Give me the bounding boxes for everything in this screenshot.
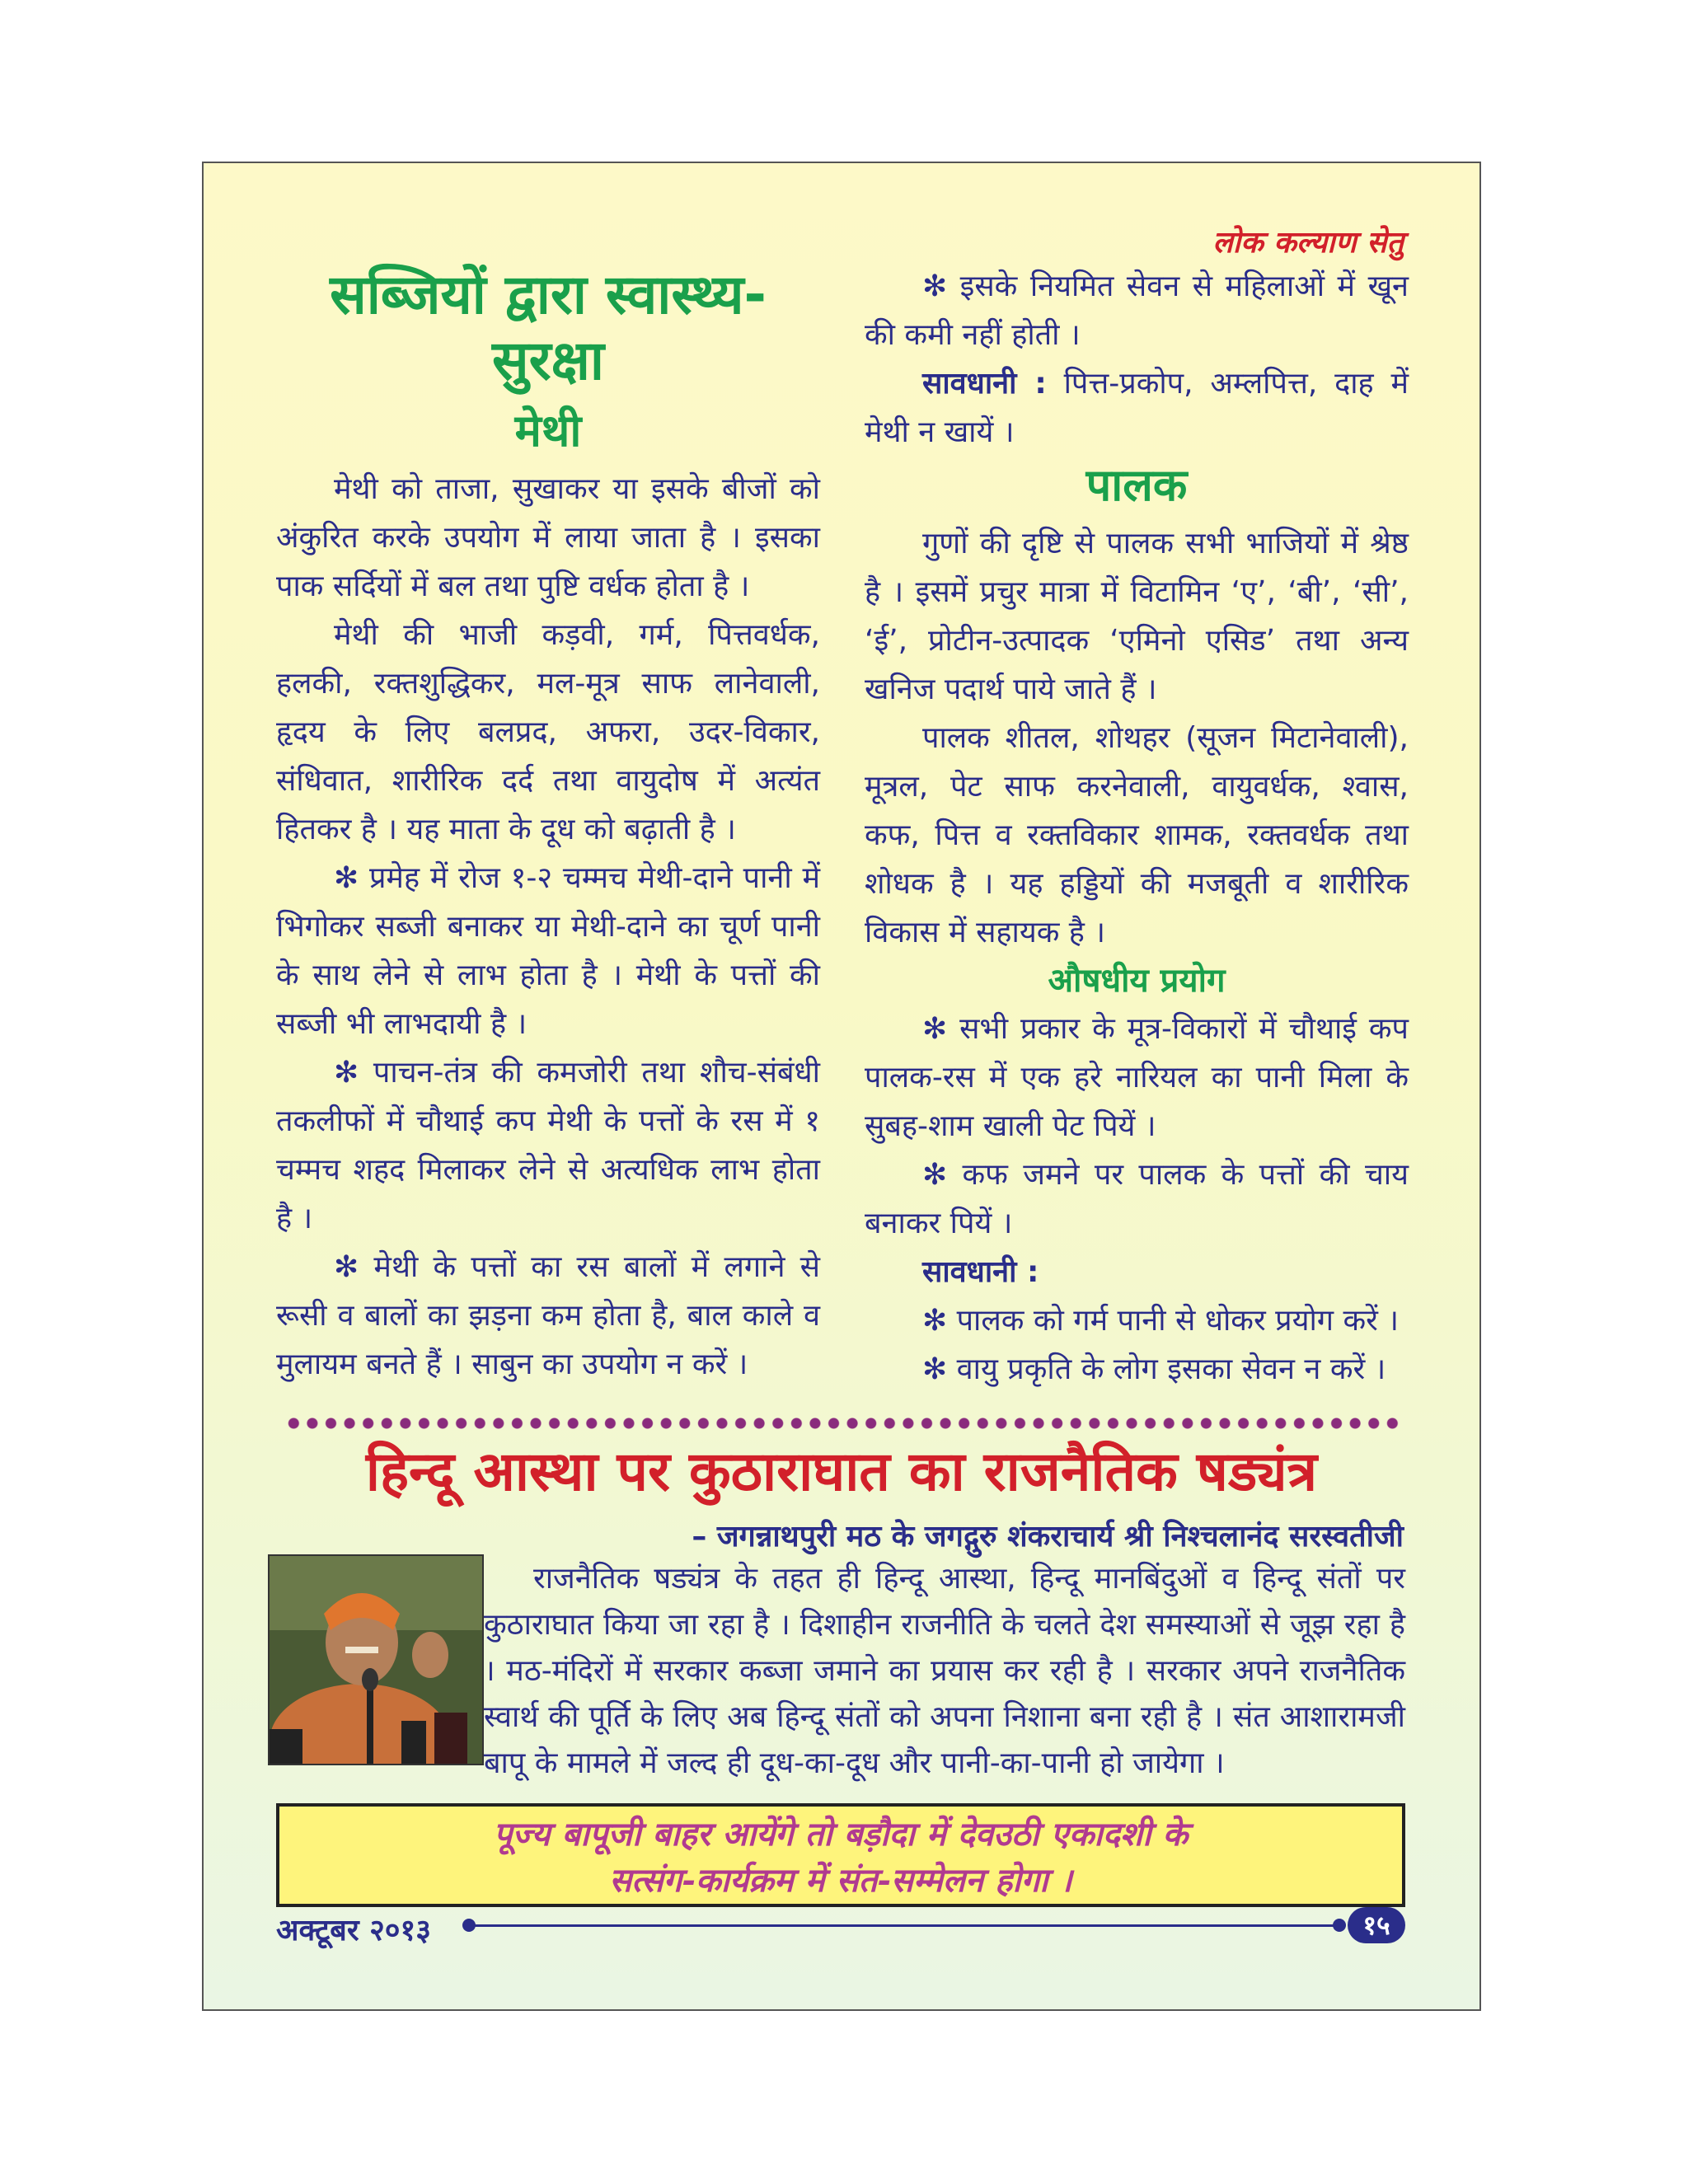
bullet-item: ✻ पाचन-तंत्र की कमजोरी तथा शौच-संबंधी तकलीफों में चौथाई कप मेथी के पत्तों के रस में १ चम्मच शहद मिलाकर लेने से अत्यधिक लाभ होता है । <box>276 1056 821 1235</box>
bullet-item: ✻ इसके नियमित सेवन से महिलाओं में खून की कमी नहीं होती । <box>865 269 1409 352</box>
issue-date: अक्टूबर २०१३ <box>276 1914 431 1947</box>
footer-rule <box>472 1924 1338 1927</box>
page-footer <box>276 1909 1405 1947</box>
footer-dot-icon <box>1333 1919 1346 1932</box>
article-byline: – जगन्नाथपुरी मठ के जगद्गुरु शंकराचार्य श्री निश्चलानंद सरस्वतीजी <box>692 1520 1404 1554</box>
caution-line: सावधानी : पित्त-प्रकोप, अम्लपित्त, दाह में मेथी न खायें । <box>865 367 1409 449</box>
paragraph: मेथी को ताजा, सुखाकर या इसके बीजों को अंकुरित करके उपयोग में लाया जाता है । इसका पाक सर्दियों में बल तथा पुष्टि वर्धक होता है । <box>276 472 820 603</box>
star-bullet-icon: ✻ <box>334 861 369 895</box>
caution-label: सावधानी : <box>922 1255 1039 1289</box>
star-bullet-icon: ✻ <box>922 1304 957 1338</box>
paragraph: गुणों की दृष्टि से पालक सभी भाजियों में श्रेष्ठ है । इसमें प्रचुर मात्रा में विटामिन ‘ए’, ‘बी’, ‘सी’, ‘ई’, प्रोटीन-उत्पादक ‘एमिनो एसिड’ तथा अन्य खनिज पदार्थ पाये जाते हैं । <box>865 527 1409 706</box>
right-column <box>865 246 1409 1394</box>
article-body <box>268 1556 1405 1787</box>
article-text: राजनैतिक षड्यंत्र के तहत ही हिन्दू आस्था, हिन्दू मानबिंदुओं व हिन्दू संतों पर कुठाराघात किया जा रहा है । दिशाहीन राजनीति के चलते देश समस्याओं से जूझ रहा है । मठ-मंदिरों में सरकार कब्जा जमाने का प्रयास कर रही है । सरकार अपने राजनैतिक स्वार्थ की पूर्ति के लिए अब हिन्दू संतों को अपना निशाना बना रही है । संत आशारामजी बापू के मामले में जल्द ही दूध-का-दूध और पानी-का-पानी हो जायेगा । <box>484 1562 1405 1780</box>
notice-line: सत्संग-कार्यक्रम में संत-सम्मेलन होगा । <box>609 1861 1072 1900</box>
paragraph: मेथी की भाजी कड़वी, गर्म, पित्तवर्धक, हलकी, रक्तशुद्धिकर, मल-मूत्र साफ लानेवाली, हृदय के लिए बलप्रद, अफरा, उदर-विकार, संधिवात, शारीरिक दर्द तथा वायुदोष में अत्यंत हितकर है । यह माता के दूध को बढ़ाती है । <box>276 618 820 846</box>
star-bullet-icon: ✻ <box>922 1158 963 1192</box>
subsection-heading: औषधीय प्रयोग <box>1048 962 1226 1000</box>
bullet-item: ✻ मेथी के पत्तों का रस बालों में लगाने से रूसी व बालों का झड़ना कम होता है, बाल काले व मुलायम बनते हैं । साबुन का उपयोग न करें । <box>276 1250 821 1381</box>
dotted-divider <box>284 1416 1405 1431</box>
news-article-title: हिन्दू आस्था पर कुठाराघात का राजनैतिक षड्यंत्र <box>365 1440 1318 1503</box>
article-main-title: सब्जियों द्वारा स्वास्थ्य-सुरक्षा <box>330 263 767 392</box>
star-bullet-icon: ✻ <box>922 1352 957 1386</box>
caution-label: सावधानी : <box>922 367 1047 401</box>
page-number-badge: १५ <box>1348 1907 1405 1943</box>
left-column <box>276 262 820 1389</box>
bullet-item: ✻ सभी प्रकार के मूत्र-विकारों में चौथाई कप पालक-रस में एक हरे नारियल का पानी मिला के सुबह-शाम खाली पेट पियें । <box>865 1012 1409 1143</box>
bullet-item: ✻ वायु प्रकृति के लोग इसका सेवन न करें । <box>922 1352 1386 1386</box>
star-bullet-icon: ✻ <box>334 1056 373 1090</box>
star-bullet-icon: ✻ <box>922 269 960 303</box>
notice-box <box>276 1803 1405 1907</box>
notice-line: पूज्य बापूजी बाहर आयेंगे तो बड़ौदा में देवउठी एकादशी के <box>493 1815 1189 1854</box>
star-bullet-icon: ✻ <box>334 1250 374 1284</box>
star-bullet-icon: ✻ <box>922 1012 960 1046</box>
section-heading-methi: मेथी <box>514 405 582 457</box>
bullet-item: ✻ प्रमेह में रोज १-२ चम्मच मेथी-दाने पानी में भिगोकर सब्जी बनाकर या मेथी-दाने का चूर्ण पानी के साथ लेने से लाभ होता है । मेथी के पत्तों की सब्जी भी लाभदायी है । <box>276 861 820 1041</box>
section-heading-palak: पालक <box>1085 459 1188 511</box>
bullet-item: ✻ पालक को गर्म पानी से धोकर प्रयोग करें । <box>922 1304 1399 1338</box>
magazine-page <box>202 162 1481 2011</box>
paragraph: पालक शीतल, शोथहर (सूजन मिटानेवाली), मूत्रल, पेट साफ करनेवाली, वायुवर्धक, श्वास, कफ, पित्त व रक्तविकार शामक, रक्तवर्धक तथा शोधक है । यह हड्डियों की मजबूती व शारीरिक विकास में सहायक है । <box>865 721 1409 949</box>
running-header: लोक कल्याण सेतु <box>1212 226 1404 260</box>
bullet-item: ✻ कफ जमने पर पालक के पत्तों की चाय बनाकर पियें । <box>865 1158 1409 1240</box>
